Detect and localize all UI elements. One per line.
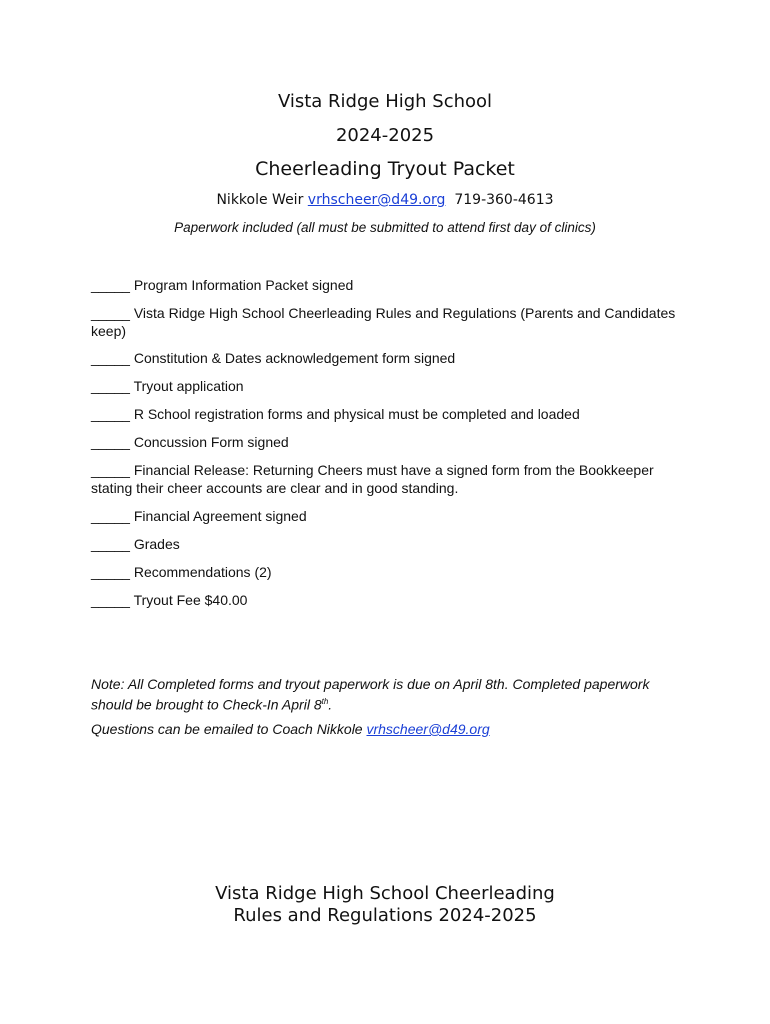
checklist-item (91, 405, 691, 423)
signature-blank: _____ (91, 536, 134, 552)
checklist-item (91, 433, 691, 451)
signature-blank: _____ (91, 350, 134, 366)
rules-title-line-2: Rules and Regulations 2024-2025 (233, 905, 537, 926)
checklist-item (91, 304, 691, 340)
coach-phone: 719-360-4613 (454, 192, 554, 208)
signature-blank: _____ (91, 277, 134, 293)
due-date-note-text: Note: All Completed forms and tryout paperwork is due on April 8th. Completed paperwork should be brought to Check-In April 8 (91, 676, 650, 713)
signature-blank: _____ (91, 305, 134, 321)
checklist-item-text: Concussion Form signed (133, 434, 289, 450)
checklist-item-text: Program Information Packet signed (133, 277, 354, 293)
checklist-item (91, 591, 691, 609)
rules-title-line-1: Vista Ridge High School Cheerleading (215, 883, 555, 904)
checklist-item-text: Financial Release: Returning Cheers must have a signed form from the Bookkeeper stating their cheer accounts are clear and in good standing. (91, 462, 654, 496)
checklist-item (91, 563, 691, 581)
checklist-item (91, 276, 691, 294)
due-date-note (91, 676, 671, 714)
signature-blank: _____ (91, 434, 134, 450)
signature-blank: _____ (91, 592, 134, 608)
coach-contact-line (0, 192, 770, 208)
due-date-superscript: th (321, 697, 329, 706)
due-date-note-end: . (328, 696, 333, 713)
checklist-item-text: Constitution & Dates acknowledgement form signed (133, 350, 456, 366)
school-year: 2024-2025 (335, 125, 435, 146)
school-title: Vista Ridge High School (277, 91, 493, 112)
checklist-item (91, 349, 691, 367)
signature-blank: _____ (91, 462, 134, 478)
checklist-item (91, 377, 691, 395)
coach-name: Nikkole Weir (216, 192, 304, 208)
signature-blank: _____ (91, 406, 134, 422)
checklist-item-text: Vista Ridge High School Cheerleading Rules and Regulations (Parents and Candidates keep) (91, 305, 676, 339)
checklist-item-text: Tryout Fee $40.00 (133, 592, 248, 608)
questions-text: Questions can be emailed to Coach Nikkole (91, 721, 367, 737)
signature-blank: _____ (91, 508, 134, 524)
checklist-item (91, 535, 691, 553)
paperwork-note: Paperwork included (all must be submitted to attend first day of clinics) (174, 220, 596, 235)
checklist-item-text: Recommendations (2) (133, 564, 272, 580)
checklist-item-text: R School registration forms and physical must be completed and loaded (133, 406, 580, 422)
checklist-item (91, 461, 656, 497)
packet-title: Cheerleading Tryout Packet (255, 158, 515, 180)
signature-blank: _____ (91, 378, 134, 394)
checklist-item (91, 507, 691, 525)
checklist-item-text: Financial Agreement signed (133, 508, 307, 524)
signature-blank: _____ (91, 564, 134, 580)
questions-email-link[interactable]: vrhscheer@d49.org (366, 721, 490, 737)
checklist-item-text: Tryout application (133, 378, 244, 394)
questions-line (91, 721, 691, 737)
coach-email-link[interactable]: vrhscheer@d49.org (307, 192, 446, 208)
checklist-item-text: Grades (133, 536, 180, 552)
rules-section-title (0, 883, 770, 927)
